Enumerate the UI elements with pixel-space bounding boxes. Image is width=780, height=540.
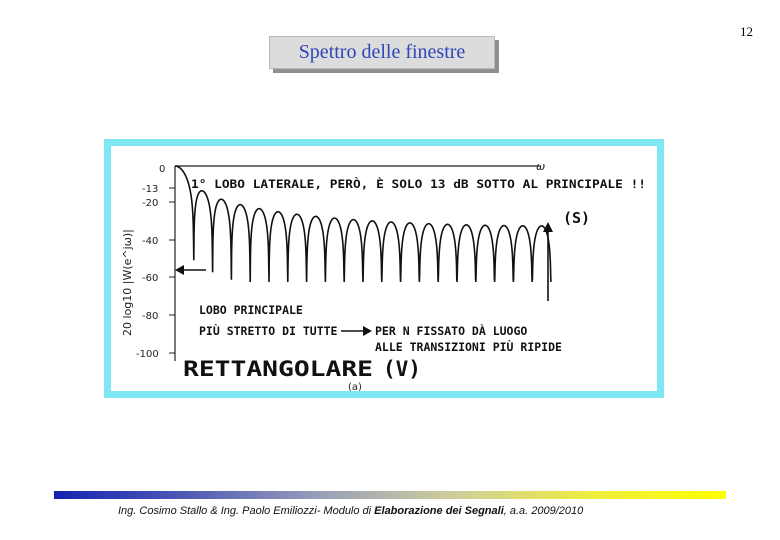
note-n-fixed-1: PER N FISSATO DÀ LUOGO: [375, 324, 528, 338]
footer-bar: [54, 491, 726, 499]
y-tick-0: 0: [159, 164, 166, 175]
slide-title: Spettro delle finestre: [298, 41, 466, 63]
note-first-sidelobe: 1° LOBO LATERALE, PERÒ, È SOLO 13 dB SOTTO AL PRINCIPALE !!: [191, 177, 600, 191]
spectrum-plot: [111, 146, 657, 391]
arrow-n-head: [363, 326, 372, 336]
y-axis-label: 20 log10 |W(e^jω)|: [121, 229, 134, 336]
note-main-lobe-1: LOBO PRINCIPALE: [199, 303, 303, 317]
y-tick-13: -13: [142, 184, 159, 195]
page-number: 12: [740, 24, 753, 39]
title-box: [269, 36, 495, 69]
y-tick-60: -60: [142, 273, 159, 284]
footer-year: , a.a. 2009/2010: [503, 505, 584, 517]
y-tick-100: -100: [136, 349, 159, 360]
arrow-lobe-head: [175, 265, 184, 275]
footer-text: [118, 505, 583, 517]
window-tag: (V): [383, 357, 421, 381]
note-s: (S): [563, 209, 591, 227]
y-tick-40: -40: [142, 236, 159, 247]
y-tick-80: -80: [142, 311, 159, 322]
note-n-fixed-2: ALLE TRANSIZIONI PIÙ RIPIDE: [375, 340, 562, 354]
y-tick-20: -20: [142, 198, 159, 209]
window-name: RETTANGOLARE: [183, 357, 373, 381]
x-axis-label: ω: [536, 160, 546, 173]
note-main-lobe-2: PIÙ STRETTO DI TUTTE: [199, 324, 338, 338]
footer-course: Elaborazione dei Segnali: [374, 505, 504, 517]
figure-caption: (a): [348, 382, 362, 391]
footer-authors: Ing. Cosimo Stallo & Ing. Paolo Emiliozzi- Modulo di: [118, 505, 375, 517]
spectrum-figure: [104, 139, 664, 398]
